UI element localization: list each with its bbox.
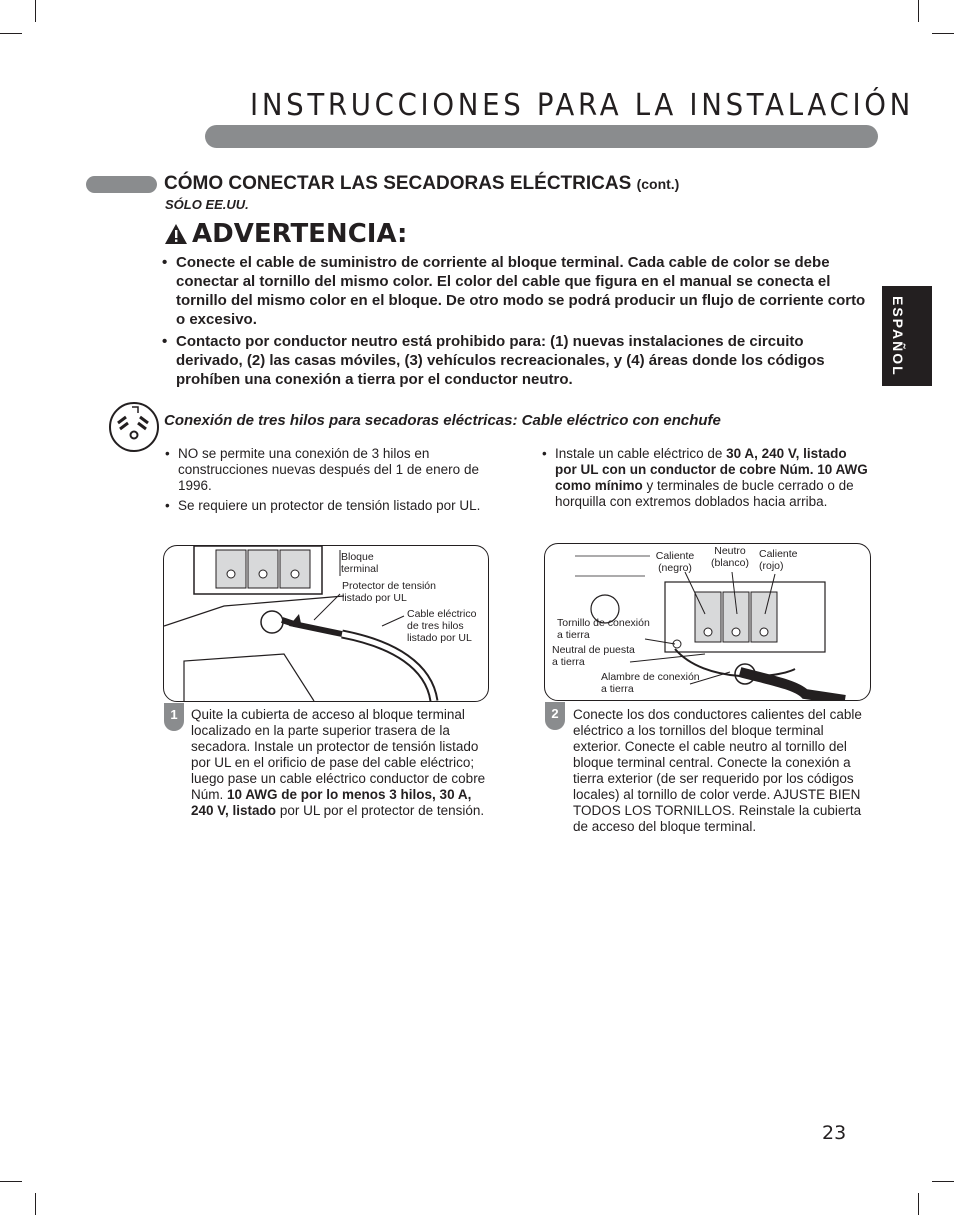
section-subtitle: SÓLO EE.UU.: [165, 197, 249, 212]
warning-triangle-icon: [164, 223, 188, 245]
crop-mark: [918, 1193, 919, 1215]
crop-mark: [0, 33, 22, 34]
crop-mark: [932, 1181, 954, 1182]
step1-text: Quite la cubierta de acceso al bloque terminal localizado en la parte superior trasera de la secadora. Instale un protector de tensión listado por UL en el orificio de pase del cable eléctrico; luego pase un cable eléctrico conductor de cobre Núm. 10 AWG de por lo menos 3 hilos, 30 A, 240 V, listado por UL por el protector de tensión.: [191, 707, 486, 818]
crop-mark: [0, 1181, 22, 1182]
figure-step2: [544, 543, 871, 701]
three-wire-heading: Conexión de tres hilos para secadoras eléctricas: Cable eléctrico con enchufe: [164, 412, 721, 429]
step-number: 2: [545, 702, 565, 730]
crop-mark: [932, 33, 954, 34]
warning-heading: ADVERTENCIA:: [164, 219, 407, 249]
crop-mark: [35, 0, 36, 22]
crop-mark: [35, 1193, 36, 1215]
page-number: 23: [822, 1122, 847, 1144]
label-neutral: Neutral de puesta a tierra: [552, 644, 635, 668]
label-caliente-rojo: Caliente (rojo): [759, 548, 798, 572]
label-neutro: Neutro (blanco): [711, 545, 749, 569]
left-bullets: [165, 446, 483, 518]
page-title: INSTRUCCIONES PARA LA INSTALACIÓN: [250, 88, 914, 123]
step2-text: Conecte los dos conductores calientes del cable eléctrico a los tornillos del bloque terminal exterior. Conecte el cable neutro al tornillo del bloque terminal central. Conecte la conexión a tierra exterior (de ser requerido por los códigos locales) al tornillo de color verde. AJUSTE BIEN TODOS LOS TORNILLOS. Reinstale la cubierta de acceso del bloque terminal.: [573, 707, 862, 834]
section-cont: (cont.): [636, 176, 680, 192]
three-prong-plug-icon: [108, 401, 160, 453]
label-alambre: Alambre de conexión a tierra: [601, 671, 700, 695]
section-pill: [86, 176, 157, 193]
warning-item: • Contacto por conductor neutro está prohibido para: (1) nuevas instalaciones de circuito derivado, (2) las casas móviles, (3) vehículos recreacionales, y (4) áreas donde los códigos prohíben una conexión a tierra por el conductor neutro.: [162, 332, 872, 389]
warning-item: • Conecte el cable de suministro de corriente al bloque terminal. Cada cable de color se debe conectar al tornillo del mismo color. El color del cable que figura en el manual se conecta el tornillo del mismo color en el bloque. De otro modo se podrá producir un flujo de corriente corto o excesivo.: [162, 253, 872, 329]
warning-list: [162, 253, 872, 392]
label-cable: Cable eléctrico de tres hilos listado por UL: [407, 608, 477, 644]
figure-step1: [163, 545, 489, 702]
label-protector: Protector de tensión listado por UL: [342, 580, 436, 604]
step-number: 1: [164, 703, 184, 731]
language-tab: ESPAÑOL: [882, 286, 932, 386]
list-item: • Instale un cable eléctrico de 30 A, 240 V, listado por UL con un conductor de cobre Núm. 10 AWG como mínimo y terminales de bucle cerrado o de horquilla con extremos doblados hacia arriba.: [542, 446, 872, 510]
list-item: • Se requiere un protector de tensión listado por UL.: [165, 498, 483, 514]
crop-mark: [918, 0, 919, 22]
right-bullets: [542, 446, 872, 514]
title-bar: [205, 125, 878, 148]
list-item: • NO se permite una conexión de 3 hilos en construcciones nuevas después del 1 de enero de 1996.: [165, 446, 483, 494]
label-tornillo: Tornillo de conexión a tierra: [557, 617, 650, 641]
label-bloque-terminal: Bloque terminal: [341, 551, 379, 575]
section-title: CÓMO CONECTAR LAS SECADORAS ELÉCTRICAS (cont.): [164, 173, 680, 194]
label-caliente-negro: Caliente (negro): [655, 550, 695, 574]
